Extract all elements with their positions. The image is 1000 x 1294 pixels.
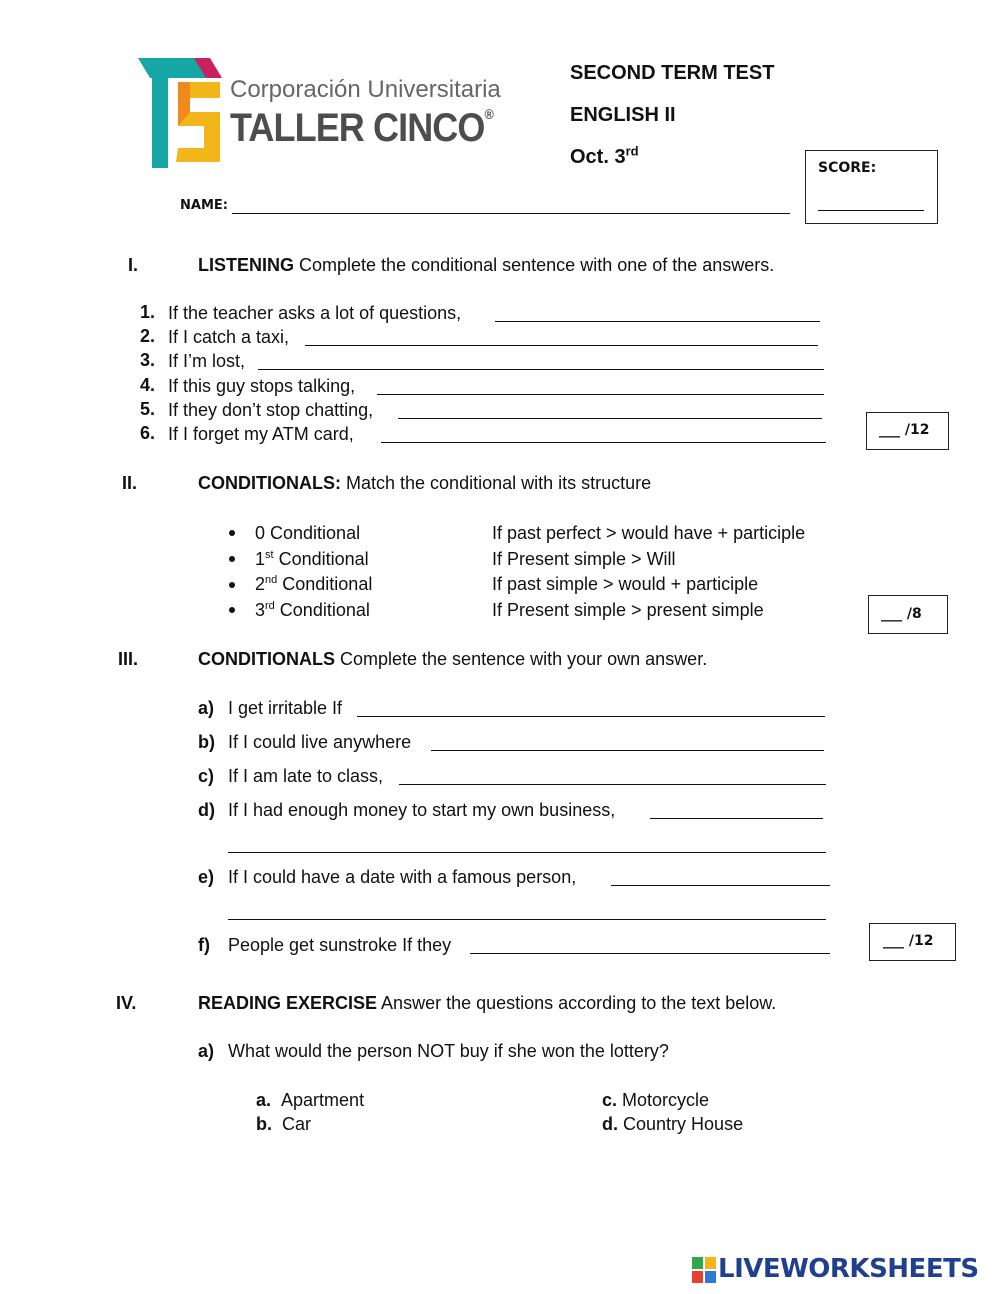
cond-pre: 0 Conditional [255, 523, 361, 543]
s3-answer-field-continued[interactable] [228, 852, 826, 853]
name-label: NAME: [180, 198, 228, 213]
logo-line2 [230, 106, 493, 151]
section1-numeral: I. [128, 255, 139, 275]
s1-num: 2. [139, 326, 155, 346]
score-blank[interactable] [818, 210, 924, 211]
s3-label: d) [198, 800, 215, 820]
section2-instruction: Match the conditional with its structure [341, 473, 652, 493]
s1-answer-field[interactable] [495, 321, 820, 322]
s1-num: 3. [139, 350, 155, 370]
s3-label: c) [198, 766, 215, 786]
section4-heading [198, 992, 776, 1014]
option-b[interactable] [256, 1113, 311, 1135]
s3-score-box [869, 923, 956, 961]
structure: If past perfect > would have + participle [492, 523, 806, 543]
section2-title: CONDITIONALS: [198, 473, 341, 493]
s3-label: b) [198, 732, 215, 752]
s1-answer-field[interactable] [398, 418, 822, 419]
s1-num: 6. [139, 423, 155, 443]
cond-post: Conditional [273, 549, 369, 569]
s1-answer-field[interactable] [377, 394, 824, 395]
cond-sup: st [265, 549, 274, 561]
s1-answer-field[interactable] [381, 442, 826, 443]
section3-heading [198, 648, 707, 670]
section1-title: LISTENING [198, 255, 295, 275]
s4-question-label: a) [198, 1041, 215, 1061]
option-letter: a. [256, 1090, 272, 1110]
structure: If past simple > would + participle [492, 574, 759, 594]
logo-line1: Corporación Universitaria [230, 76, 501, 103]
s1-text: If they don’t stop chatting, [168, 400, 374, 420]
s3-text: If I had enough money to start my own business, [228, 800, 616, 820]
s1-answer-field[interactable] [258, 369, 824, 370]
section3-title: CONDITIONALS [198, 649, 335, 669]
s1-num: 5. [139, 399, 155, 419]
section2-numeral: II. [122, 473, 138, 493]
section3-numeral: III. [118, 649, 139, 669]
option-letter: b. [256, 1114, 272, 1134]
s1-text: If I forget my ATM card, [168, 424, 354, 444]
s1-num: 4. [139, 375, 155, 395]
section4-title: READING EXERCISE [198, 993, 378, 1013]
cond-sup: nd [265, 574, 278, 586]
ts-logo-mark [138, 56, 228, 172]
logo-name: TALLER CINCO [230, 106, 485, 150]
s1-answer-field[interactable] [305, 345, 818, 346]
cond-pre: 2 [255, 574, 266, 594]
liveworksheets-brand [692, 1254, 992, 1286]
s3-answer-field-continued[interactable] [228, 919, 826, 920]
date-suffix: rd [625, 143, 639, 159]
s3-label: f) [198, 935, 210, 955]
test-date [570, 143, 639, 169]
option-text: Car [282, 1114, 312, 1134]
conditional-name [255, 522, 360, 544]
conditional-name [255, 548, 369, 570]
liveworksheets-logo-icon [692, 1257, 716, 1283]
test-title: SECOND TERM TEST [570, 62, 775, 84]
option-text: Country House [623, 1114, 744, 1134]
cond-post: Conditional [274, 600, 370, 620]
s2-score: ___ /8 [881, 606, 922, 622]
bullet [229, 556, 235, 562]
test-subject: ENGLISH II [570, 104, 676, 126]
option-d[interactable] [602, 1113, 743, 1135]
cond-post: Conditional [277, 574, 373, 594]
bullet [229, 607, 235, 613]
option-letter: c. [602, 1090, 618, 1110]
section4-numeral: IV. [116, 993, 137, 1013]
section1-heading [198, 254, 774, 276]
structure: If Present simple > Will [492, 549, 676, 569]
bullet [229, 582, 235, 588]
score-box [805, 150, 938, 224]
score-label: SCORE: [818, 160, 877, 176]
s3-score: ___ /12 [883, 933, 934, 949]
s2-score-box [868, 595, 948, 634]
s3-label: e) [198, 867, 215, 887]
section1-instruction: Complete the conditional sentence with one of the answers. [294, 255, 775, 275]
s1-text: If I catch a taxi, [168, 327, 290, 347]
s3-label: a) [198, 698, 215, 718]
cond-sup: rd [265, 600, 275, 612]
s1-score-box [866, 412, 949, 450]
s1-text: If I’m lost, [168, 351, 246, 371]
bullet [229, 530, 235, 536]
s1-num: 1. [139, 302, 155, 322]
s3-text: I get irritable If [228, 698, 343, 718]
section2-heading [198, 472, 651, 494]
cond-pre: 3 [255, 600, 266, 620]
date-text: Oct. 3 [570, 146, 626, 168]
option-letter: d. [602, 1114, 618, 1134]
s1-text: If the teacher asks a lot of questions, [168, 303, 462, 323]
section3-instruction: Complete the sentence with your own answer. [335, 649, 708, 669]
s3-answer-field[interactable] [470, 953, 830, 954]
s3-answer-field[interactable] [611, 885, 830, 886]
conditional-name [255, 599, 370, 621]
s3-answer-field[interactable] [650, 818, 823, 819]
s3-text: If I could have a date with a famous person, [228, 867, 577, 887]
s3-text: If I am late to class, [228, 766, 384, 786]
option-a[interactable] [256, 1089, 364, 1111]
s1-text: If this guy stops talking, [168, 376, 356, 396]
option-text: Apartment [281, 1090, 365, 1110]
s3-text: If I could live anywhere [228, 732, 412, 752]
option-c[interactable] [602, 1089, 709, 1111]
s1-score: ___ /12 [879, 422, 930, 438]
s4-question: What would the person NOT buy if she won the lottery? [228, 1041, 669, 1061]
brand-text: LIVEWORKSHEETS [718, 1254, 979, 1284]
section4-instruction: Answer the questions according to the text below. [377, 993, 777, 1013]
option-text: Motorcycle [622, 1090, 710, 1110]
s3-answer-field[interactable] [399, 784, 826, 785]
structure: If Present simple > present simple [492, 600, 764, 620]
s3-text: People get sunstroke If they [228, 935, 452, 955]
cond-pre: 1 [255, 549, 266, 569]
institution-logo [138, 56, 501, 172]
conditional-name [255, 573, 372, 595]
name-field[interactable] [232, 213, 790, 214]
s3-answer-field[interactable] [431, 750, 824, 751]
s3-answer-field[interactable] [357, 716, 825, 717]
registered-mark: ® [484, 106, 493, 122]
